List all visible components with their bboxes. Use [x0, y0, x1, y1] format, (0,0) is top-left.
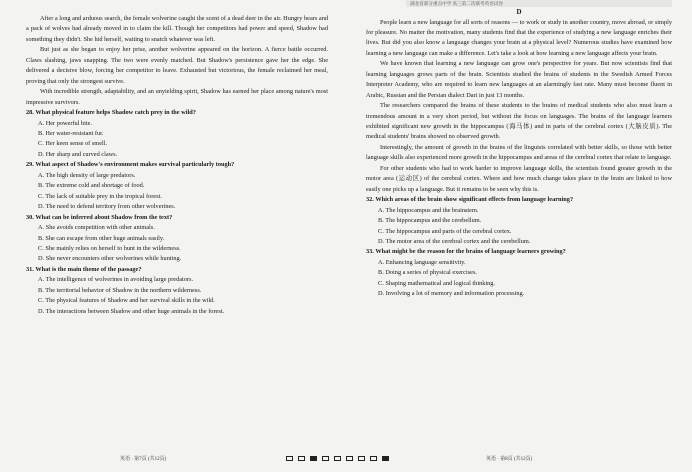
answer-option: A. She avoids competition with other animals.	[38, 224, 155, 232]
footer-right: 英语 · 第8页 (共12页)	[486, 457, 533, 462]
answer-option: A. The intelligence of wolverines in avoiding large predators.	[38, 276, 194, 284]
indicator-box	[310, 456, 317, 461]
answer-option: C. The hippocampus and parts of the cerebral cortex.	[378, 227, 512, 235]
right-passage	[366, 18, 672, 196]
passage-paragraph: Interestingly, the amount of growth in the brains of the linguists correlated with better skills, so those with better language skills also experienced more growth in the hippocampus and areas of the cerebral cortex that relate to language.	[366, 143, 672, 162]
answer-option: A. The hippocampus and the brainstem.	[378, 206, 479, 214]
answer-option: B. Her water-resistant fur.	[38, 129, 104, 137]
passage-paragraph: We have known that learning a new language can grow one's perspective for years. But now scientists find that learning languages grows parts of the brain. Scientists studied the brains of students in the Swedish Armed Forces Interpreter Academy, who are required to learn new languages at an alarmingly fast rate. Many must become fluent in Arabic, Russian and the Persian dialect Dari in just 13 months.	[366, 60, 672, 99]
passage-paragraph: People learn a new language for all sorts of reasons — to work or study in another country, move abroad, or simply for pleasure. No matter the motivation, many students find that the experience of studying a new language enriches their lives. But did you also know a language changes your brain at a physical level? Numerous studies have examined how learning a new language can make a difference. Let's take a look at how learning a new language affects your brain.	[366, 18, 672, 57]
answer-option: D. Involving a lot of memory and information processing.	[378, 290, 525, 298]
answer-option: C. The physical features of Shadow and her survival skills in the wild.	[38, 297, 215, 305]
passage-paragraph: But just as she began to enjoy her prise, another wolverine appeared on the horizon. A fierce battle occurred. Claws slashing, jaws snapping. The two were evenly matched. But Shadow's persistence gave her the edge. She delivered a decisive blow, forcing her competitor to leave. Exhausted but victorious, the female reclaimed her meal, proving that only the strongest survive.	[26, 46, 328, 85]
passage-paragraph: The researchers compared the brains of these students to the brains of medical students who also must learn a tremendous amount in a very short period, but without the focus on languages. The brains of the language learners exhibited significant new growth in the hippocampus (海马体) and in parts of the cerebral cortex (大脑皮质). The medical students' brains showed no observed growth.	[366, 102, 672, 141]
indicator-box	[286, 456, 293, 461]
question-stem: 29. What aspect of Shadow's environment makes survival particularly tough?	[26, 161, 235, 169]
answer-option: B. She can escape from other huge animals easily.	[38, 234, 165, 242]
indicator-box	[370, 456, 377, 461]
passage-paragraph: For other students who had to work harder to improve language skills, the scientists found greater growth in the motor area (运动区) of the cerebral cortex. Where and how much change takes place in the brain are linked to how easily one picks up a language. But it remains to be seen why this is.	[366, 164, 672, 193]
answer-option: B. The territorial behavior of Shadow in the northern wilderness.	[38, 286, 202, 294]
answer-option: D. The interactions between Shadow and other huge animals in the forest.	[38, 307, 225, 315]
section-letter: D	[516, 8, 522, 16]
indicator-box	[298, 456, 305, 461]
passage-paragraph: With incredible strength, adaptability, and an unyielding spirit, Shadow has earned her place among nature's most impressive survivors.	[26, 88, 328, 106]
answer-option: A. Enhancing language sensitivity.	[378, 258, 466, 266]
question-stem: 32. Which areas of the brain show significant effects from language learning?	[366, 196, 574, 204]
question-stem: 31. What is the main theme of the passage?	[26, 265, 142, 273]
page-indicator-boxes	[286, 456, 389, 461]
answer-option: A. The high density of large predators.	[38, 171, 136, 179]
question-stem: 33. What might be the reason for the brains of language learners growing?	[366, 248, 566, 256]
answer-option: B. The extreme cold and shortage of food.	[38, 182, 145, 190]
left-passage	[26, 14, 328, 108]
header-strip: 湖北省部分重点中学 高三第二次联考英语试卷	[406, 0, 672, 7]
indicator-box	[346, 456, 353, 461]
question-stem: 30. What can be inferred about Shadow from the text?	[26, 213, 173, 221]
right-questions	[366, 195, 672, 300]
indicator-box	[334, 456, 341, 461]
answer-option: B. Doing a series of physical exercises.	[378, 269, 477, 277]
answer-option: A. Her powerful bite.	[38, 119, 93, 127]
answer-option: C. The lack of suitable prey in the tropical forest.	[38, 192, 162, 200]
indicator-box	[358, 456, 365, 461]
answer-option: D. She never encounters other wolverines while hunting.	[38, 255, 182, 263]
indicator-box	[382, 456, 389, 461]
footer-left: 英语 · 第7页 (共12页)	[120, 457, 167, 462]
indicator-box	[322, 456, 329, 461]
answer-option: B. The hippocampus and the cerebellum.	[378, 217, 482, 225]
passage-paragraph: After a long and arduous search, the female wolverine caught the scent of a dead deer in the air. Hungry bears and a pack of wolves had already moved in to claim the kill. Though her competitors had power and speed, Shadow had something they didn't. She hid herself, waiting to snatch whatever was left.	[26, 15, 328, 43]
answer-option: C. Shaping mathematical and logical thinking.	[378, 279, 495, 287]
left-questions	[26, 108, 328, 317]
right-column	[366, 0, 672, 300]
question-stem: 28. What physical feature helps Shadow catch prey in the wild?	[26, 109, 196, 117]
left-column	[26, 14, 328, 317]
answer-option: C. She mainly relies on herself to hunt in the wilderness.	[38, 244, 181, 252]
answer-option: D. The need to defend territory from other wolverines.	[38, 203, 176, 211]
answer-option: D. Her sharp and curved claws.	[38, 150, 118, 158]
answer-option: D. The motor area of the cerebral cortex and the cerebellum.	[378, 238, 531, 246]
answer-option: C. Her keen sense of smell.	[38, 140, 108, 148]
